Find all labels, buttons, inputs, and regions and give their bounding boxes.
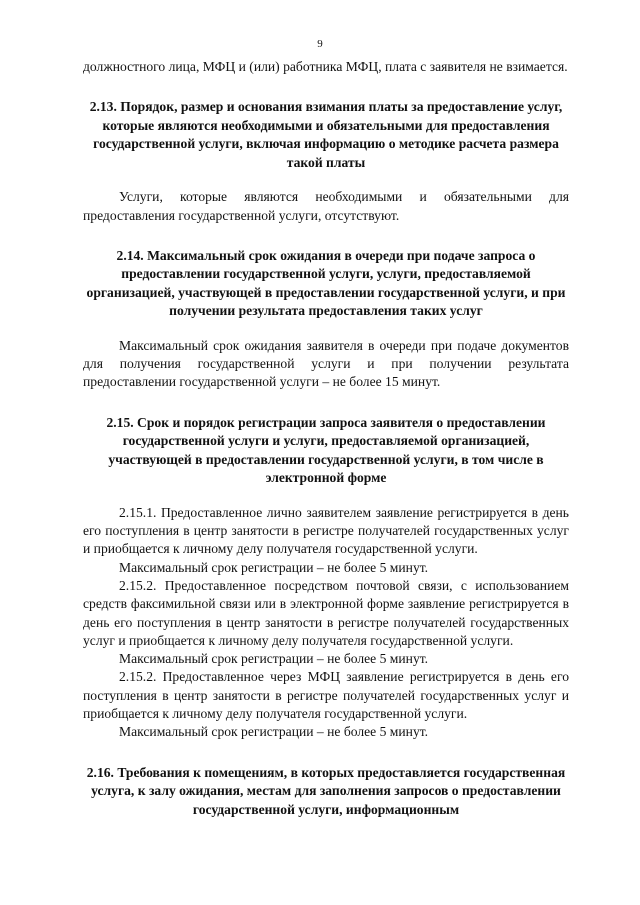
section-2-15-1-paragraph: 2.15.1. Предоставленное лично заявителем заявление регистрируется в день его поступления в центр занятости в регистре получателей государственных услуг и приобщается к личному делу получателя государственной услуги.: [83, 504, 569, 557]
intro-paragraph: должностного лица, МФЦ и (или) работника МФЦ, плата с заявителя не взимается.: [83, 59, 568, 74]
section-2-13-paragraph: Услуги, которые являются необходимыми и обязательными для предоставления государственной услуги, отсутствуют.: [83, 189, 569, 223]
section-2-15-2-paragraph: 2.15.2. Предоставленное посредством почтовой связи, с использованием средств факсимильной связи или в электронной форме заявление регистрируется в день его поступления в центр занятости в регистре получателей государственных услуг и приобщается к личному делу получателя государственной услуги.: [83, 577, 569, 648]
page-content: [83, 58, 569, 819]
section-2-14-paragraph: Максимальный срок ожидания заявителя в очереди при подаче документов для получения государственной услуги и при получении результата предоставлении государственной услуги – не более 15 минут.: [83, 337, 569, 390]
section-2-14-heading: 2.14. Максимальный срок ожидания в очереди при подаче запроса о предоставлении государственной услуги, услуги, предоставляемой организацией, участвующей в предоставлении государственной услуги, и при получении результата предоставления таких услуг: [86, 247, 566, 319]
registration-time-note: Максимальный срок регистрации – не более 5 минут.: [119, 559, 429, 575]
section-2-13-heading: 2.13. Порядок, размер и основания взимания платы за предоставление услуг, которые являются необходимыми и обязательными для предоставления государственной услуги, включая информацию о методике расчета размера такой платы: [89, 99, 563, 170]
section-2-15-heading: 2.15. Срок и порядок регистрации запроса заявителя о предоставлении государственной услуги и услуги, предоставляемой организацией, участвующей в предоставлении государственной услуги, в том числе в электронной форме: [106, 414, 546, 486]
section-2-16-heading: 2.16. Требования к помещениям, в которых предоставляется государственная услуга, к залу ожидания, местам для заполнения запросов о предоставлении государственной услуги, информационным: [86, 764, 566, 817]
registration-time-note: Максимальный срок регистрации – не более 5 минут.: [119, 724, 429, 740]
section-2-15-2-mfc-paragraph: 2.15.2. Предоставленное через МФЦ заявление регистрируется в день его поступления в центр занятости в регистре получателей государственных услуг и приобщается к личному делу получателя государственной услуги.: [83, 669, 569, 722]
registration-time-note: Максимальный срок регистрации – не более 5 минут.: [119, 651, 429, 667]
page-number: 9: [317, 38, 323, 50]
